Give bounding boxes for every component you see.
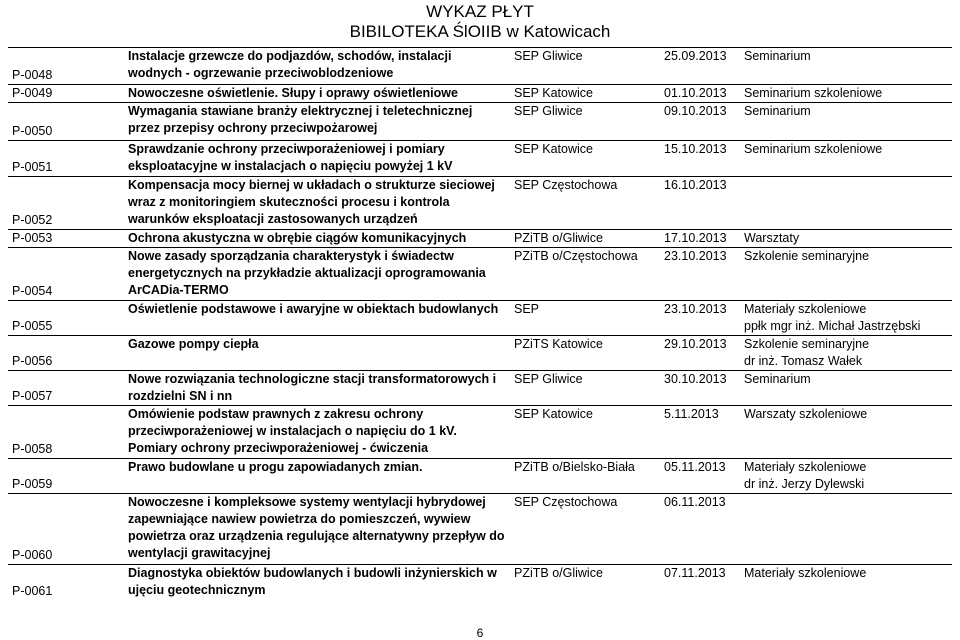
record-code: P-0048	[8, 48, 124, 85]
record-organizer: SEP Częstochowa	[510, 494, 660, 565]
record-type	[740, 336, 952, 371]
record-type-line: Materiały szkoleniowe	[744, 460, 867, 474]
record-topic: Kompensacja mocy biernej w układach o strukturze sieciowej wraz z monitoringiem skuteczności procesu i kontrola warunków eksploatacji zastosowanych urządzeń	[124, 177, 510, 230]
record-organizer: SEP	[510, 301, 660, 336]
record-organizer: SEP Gliwice	[510, 371, 660, 406]
record-topic: Sprawdzanie ochrony przeciwporażeniowej i pomiary eksploatacyjne w instalacjach o napięciu powyżej 1 kV	[124, 141, 510, 177]
record-topic: Prawo budowlane u progu zapowiadanych zmian.	[124, 459, 510, 494]
record-code: P-0049	[8, 85, 124, 103]
record-date: 23.10.2013	[660, 301, 740, 336]
record-organizer: SEP Gliwice	[510, 103, 660, 141]
record-lecturer: ppłk mgr inż. Michał Jastrzębski	[744, 319, 921, 333]
record-code: P-0057	[8, 371, 124, 406]
record-date: 07.11.2013	[660, 565, 740, 600]
record-organizer: SEP Katowice	[510, 141, 660, 177]
table-row	[8, 406, 952, 459]
table-row	[8, 230, 952, 248]
record-type: Warsztaty	[740, 230, 952, 248]
record-organizer: SEP Częstochowa	[510, 177, 660, 230]
library-subtitle: BIBILOTEKA ŚlOIIB w Katowicach	[349, 22, 611, 41]
record-topic: Ochrona akustyczna w obrębie ciągów komunikacyjnych	[124, 230, 510, 248]
record-type	[740, 177, 952, 230]
record-code: P-0052	[8, 177, 124, 230]
table-row	[8, 494, 952, 565]
record-type: Szkolenie seminaryjne	[740, 248, 952, 301]
record-organizer: PZiTB o/Gliwice	[510, 230, 660, 248]
record-code: P-0051	[8, 141, 124, 177]
record-date: 5.11.2013	[660, 406, 740, 459]
record-date: 16.10.2013	[660, 177, 740, 230]
table-row	[8, 103, 952, 141]
record-type: Seminarium	[740, 371, 952, 406]
record-code: P-0061	[8, 565, 124, 600]
record-type: Seminarium	[740, 103, 952, 141]
record-type	[740, 459, 952, 494]
table-row	[8, 141, 952, 177]
record-date: 23.10.2013	[660, 248, 740, 301]
record-topic: Diagnostyka obiektów budowlanych i budowli inżynierskich w ujęciu geotechnicznym	[124, 565, 510, 600]
record-topic: Instalacje grzewcze do podjazdów, schodów, instalacji wodnych - ogrzewanie przeciwoblodzeniowe	[124, 48, 510, 85]
record-topic: Nowe zasady sporządzania charakterystyk i świadectw energetycznych na przykładzie aktualizacji oprogramowania ArCADia-TERMO	[124, 248, 510, 301]
table-row	[8, 565, 952, 600]
record-code: P-0050	[8, 103, 124, 141]
record-topic: Nowoczesne i kompleksowe systemy wentylacji hybrydowej zapewniające nawiew powietrza do pomieszczeń, wywiew powietrza oraz urządzenia regulujące alternatywny przepływ do wentylacji grawitacyjnej	[124, 494, 510, 565]
record-date: 17.10.2013	[660, 230, 740, 248]
table-row	[8, 336, 952, 371]
table-row	[8, 371, 952, 406]
list-title: WYKAZ PŁYT	[426, 2, 534, 21]
record-date: 25.09.2013	[660, 48, 740, 85]
record-type-line: Materiały szkoleniowe	[744, 302, 867, 316]
record-topic: Wymagania stawiane branży elektrycznej i teletechnicznej przez przepisy ochrony przeciwpożarowej	[124, 103, 510, 141]
record-organizer: PZiTB o/Gliwice	[510, 565, 660, 600]
records-table	[8, 47, 952, 600]
record-type: Warszaty szkoleniowe	[740, 406, 952, 459]
record-topic: Omówienie podstaw prawnych z zakresu ochrony przeciwporażeniowej w instalacjach o napięciu do 1 kV. Pomiary ochrony przeciwporażeniowej - ćwiczenia	[124, 406, 510, 459]
table-row	[8, 459, 952, 494]
record-code: P-0058	[8, 406, 124, 459]
record-date: 01.10.2013	[660, 85, 740, 103]
record-code: P-0056	[8, 336, 124, 371]
record-code: P-0060	[8, 494, 124, 565]
record-type: Materiały szkoleniowe	[740, 565, 952, 600]
record-type	[740, 494, 952, 565]
record-type: Seminarium	[740, 48, 952, 85]
record-topic: Nowe rozwiązania technologiczne stacji transformatorowych i rozdzielni SN i nn	[124, 371, 510, 406]
record-type	[740, 301, 952, 336]
record-lecturer: dr inż. Jerzy Dylewski	[744, 477, 865, 491]
page-number: 6	[476, 626, 484, 640]
table-row	[8, 248, 952, 301]
record-date: 05.11.2013	[660, 459, 740, 494]
record-date: 29.10.2013	[660, 336, 740, 371]
record-code: P-0059	[8, 459, 124, 494]
record-code: P-0055	[8, 301, 124, 336]
table-row	[8, 48, 952, 85]
table-row	[8, 301, 952, 336]
record-organizer: SEP Gliwice	[510, 48, 660, 85]
record-topic: Nowoczesne oświetlenie. Słupy i oprawy oświetleniowe	[124, 85, 510, 103]
record-date: 30.10.2013	[660, 371, 740, 406]
record-organizer: PZiTS Katowice	[510, 336, 660, 371]
record-topic: Gazowe pompy ciepła	[124, 336, 510, 371]
record-type: Seminarium szkoleniowe	[740, 85, 952, 103]
record-code: P-0054	[8, 248, 124, 301]
record-type: Seminarium szkoleniowe	[740, 141, 952, 177]
record-topic: Oświetlenie podstawowe i awaryjne w obiektach budowlanych	[124, 301, 510, 336]
table-row	[8, 177, 952, 230]
record-date: 15.10.2013	[660, 141, 740, 177]
record-organizer: PZiTB o/Częstochowa	[510, 248, 660, 301]
record-organizer: SEP Katowice	[510, 85, 660, 103]
record-lecturer: dr inż. Tomasz Wałek	[744, 354, 863, 368]
record-organizer: PZiTB o/Bielsko-Biała	[510, 459, 660, 494]
record-code: P-0053	[8, 230, 124, 248]
record-organizer: SEP Katowice	[510, 406, 660, 459]
record-type-line: Szkolenie seminaryjne	[744, 337, 870, 351]
table-row	[8, 85, 952, 103]
record-date: 09.10.2013	[660, 103, 740, 141]
record-date: 06.11.2013	[660, 494, 740, 565]
